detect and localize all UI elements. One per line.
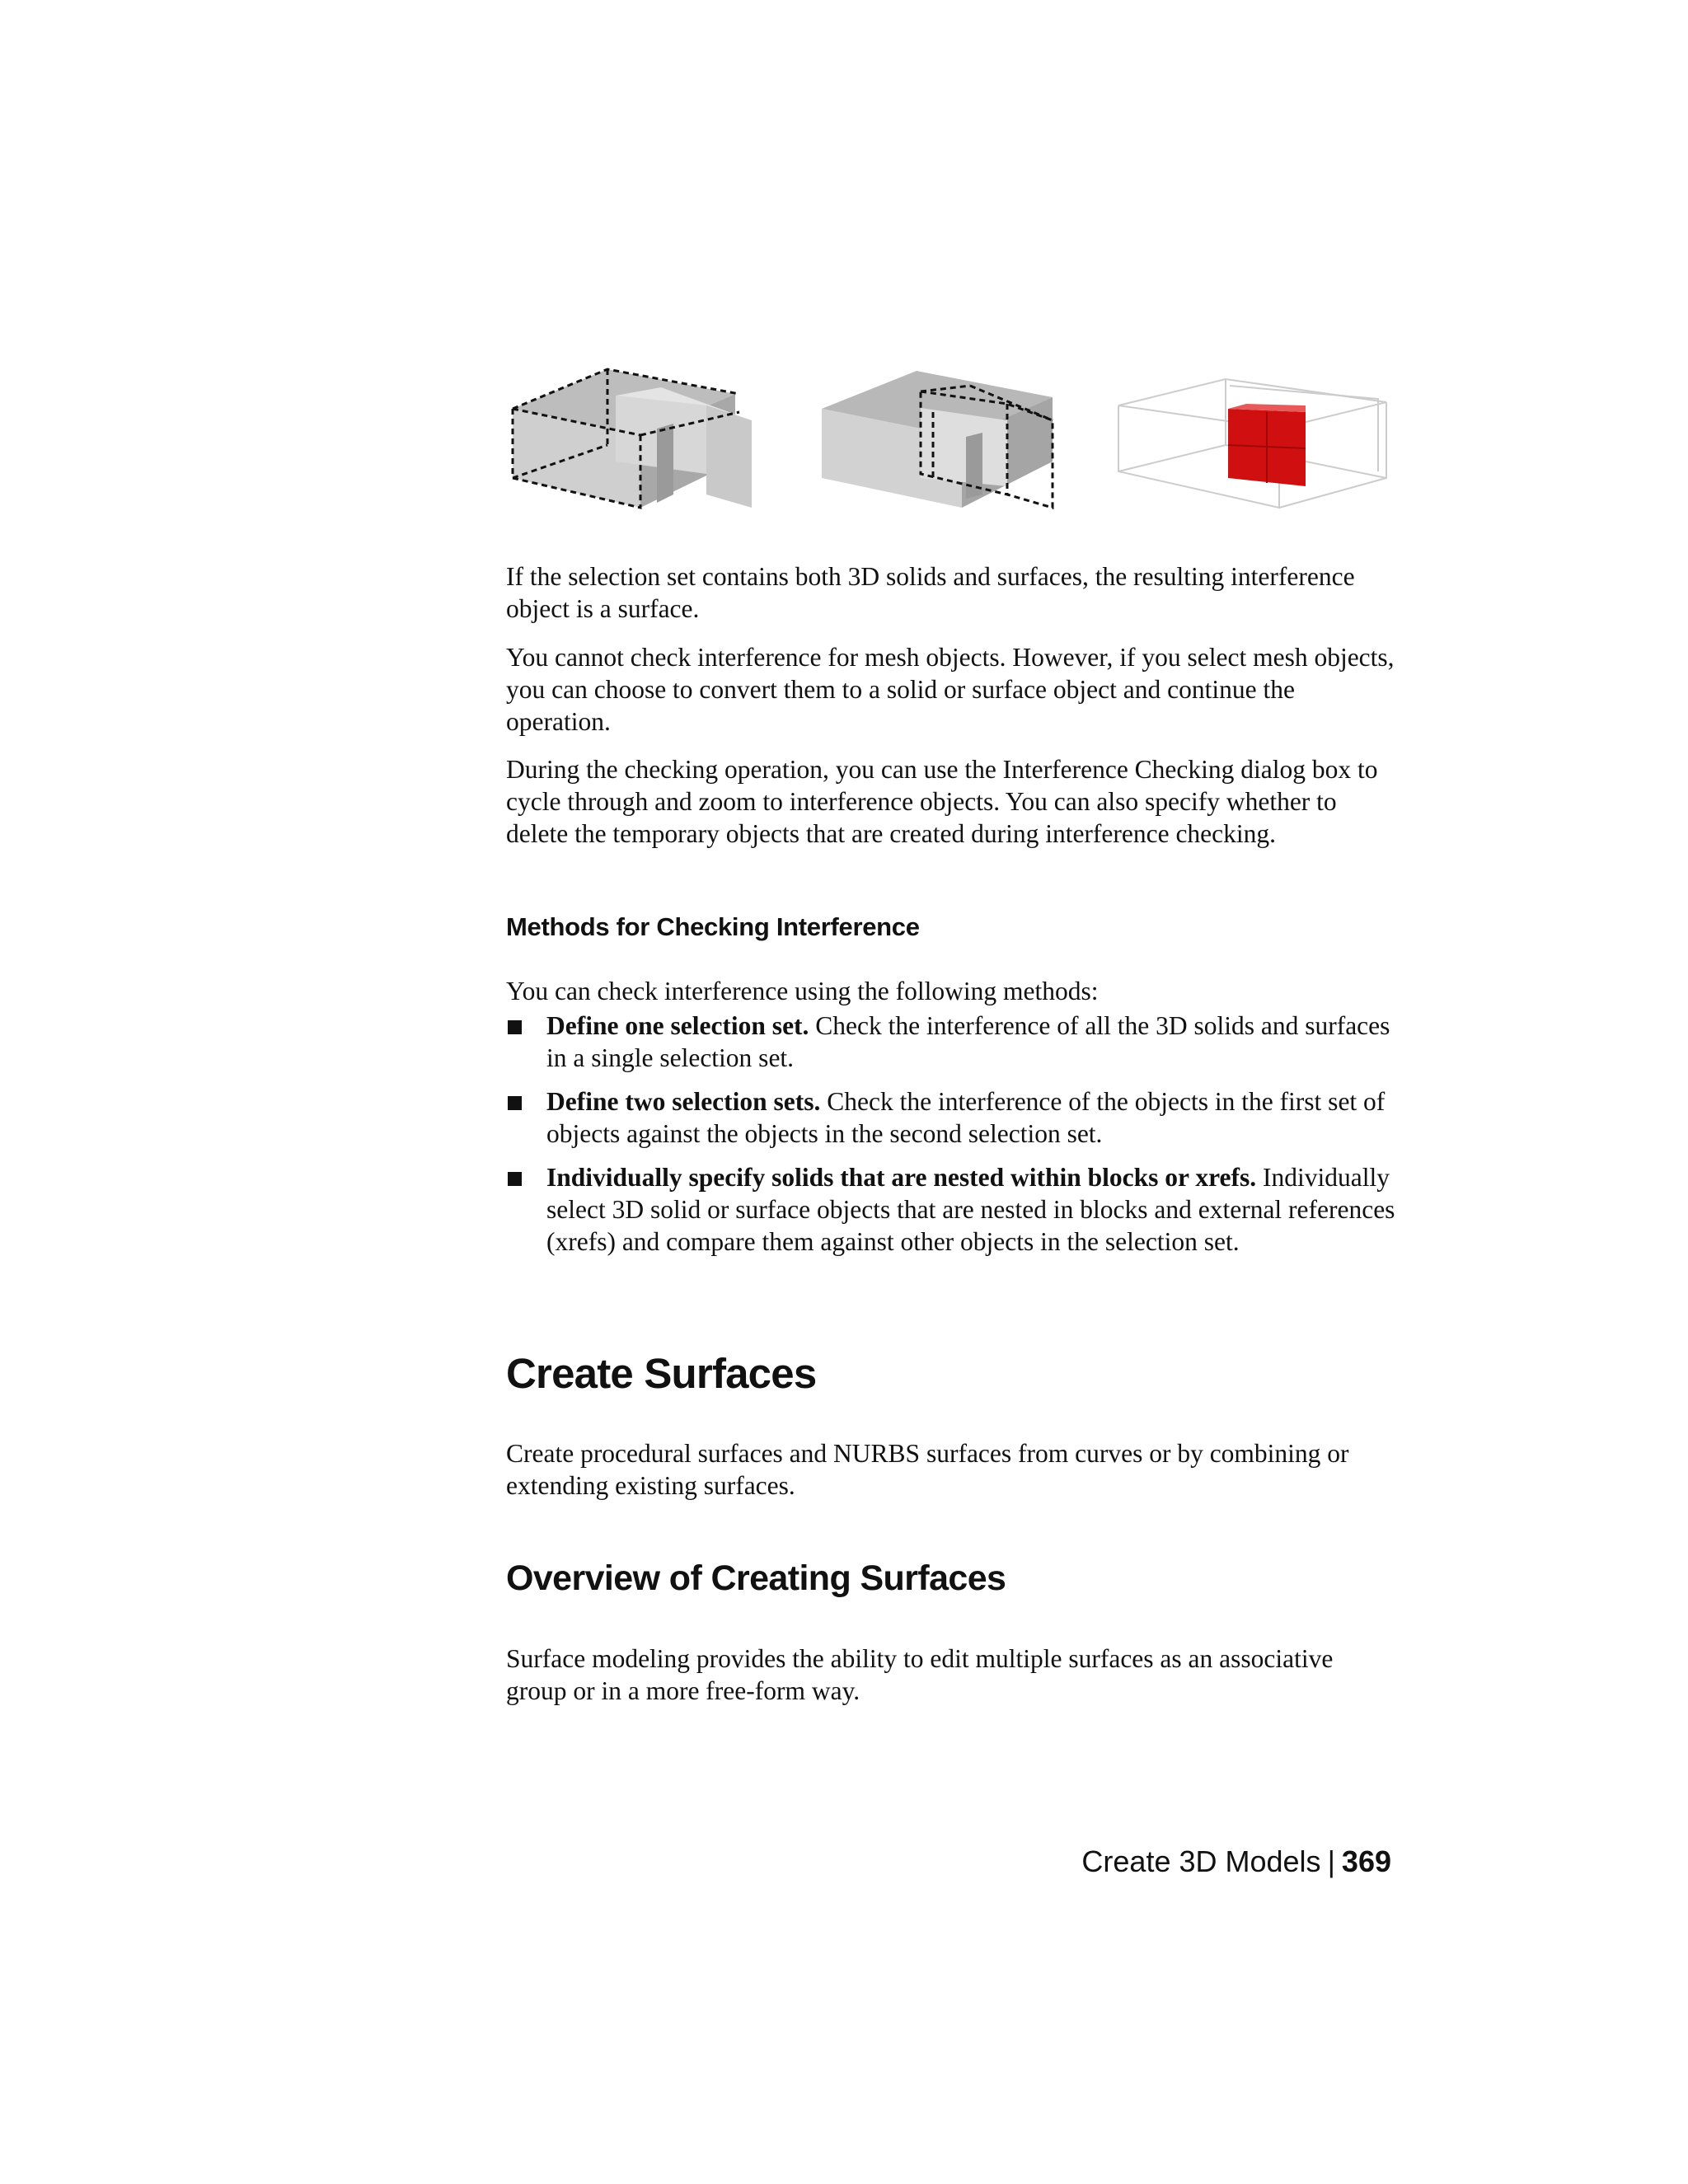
list-item [506,1161,1396,1258]
bullet-icon [508,1172,522,1186]
methods-intro: You can check interference using the following methods: [506,977,1099,1005]
list-item [506,1010,1396,1074]
paragraph-mesh-objects: You cannot check interference for mesh objects. However, if you select mesh objects, you can choose to convert them to a solid or surface object and continue the operation. [506,643,1395,736]
bullet-icon [508,1020,522,1034]
figure-interference-object [1114,363,1390,516]
paragraph-checking-operation: During the checking operation, you can use the Interference Checking dialog box to cycle through and zoom to interference objects. You can also specify whether to delete the temporary objects that are created during interference checking. [506,755,1378,848]
page-number: 369 [1341,1844,1391,1878]
bullet-icon [508,1096,522,1110]
method-description: Check the interference of the objects in the first set of objects against the objects in the second selection set. [546,1087,1386,1148]
interference-figures [504,363,1390,516]
method-title: Define two selection sets. [546,1087,821,1116]
footer-section-title: Create 3D Models [1081,1844,1321,1878]
methods-heading: Methods for Checking Interference [506,912,920,941]
list-item [506,1085,1396,1150]
figure-second-solid-selected [818,363,1073,516]
overview-heading: Overview of Creating Surfaces [506,1558,1006,1598]
method-title: Define one selection set. [546,1011,809,1040]
method-description: Individually select 3D solid or surface objects that are nested in blocks and external references (xrefs) and compare them against other objects in the selection set. [546,1163,1395,1256]
footer-separator: | [1327,1844,1335,1878]
method-title: Individually specify solids that are nested within blocks or xrefs. [546,1163,1257,1192]
create-surfaces-heading: Create Surfaces [506,1350,817,1397]
figure-two-solids-selected [504,363,760,516]
overview-text: Surface modeling provides the ability to edit multiple surfaces as an associative group or in a more free-form way. [506,1644,1334,1705]
methods-list [506,1010,1396,1269]
create-surfaces-text: Create procedural surfaces and NURBS surfaces from curves or by combining or extending existing surfaces. [506,1439,1349,1500]
method-description: Check the interference of all the 3D solids and surfaces in a single selection set. [546,1011,1390,1072]
paragraph-interference-surface: If the selection set contains both 3D solids and surfaces, the resulting interference object is a surface. [506,562,1355,623]
page-footer [1081,1844,1391,1879]
